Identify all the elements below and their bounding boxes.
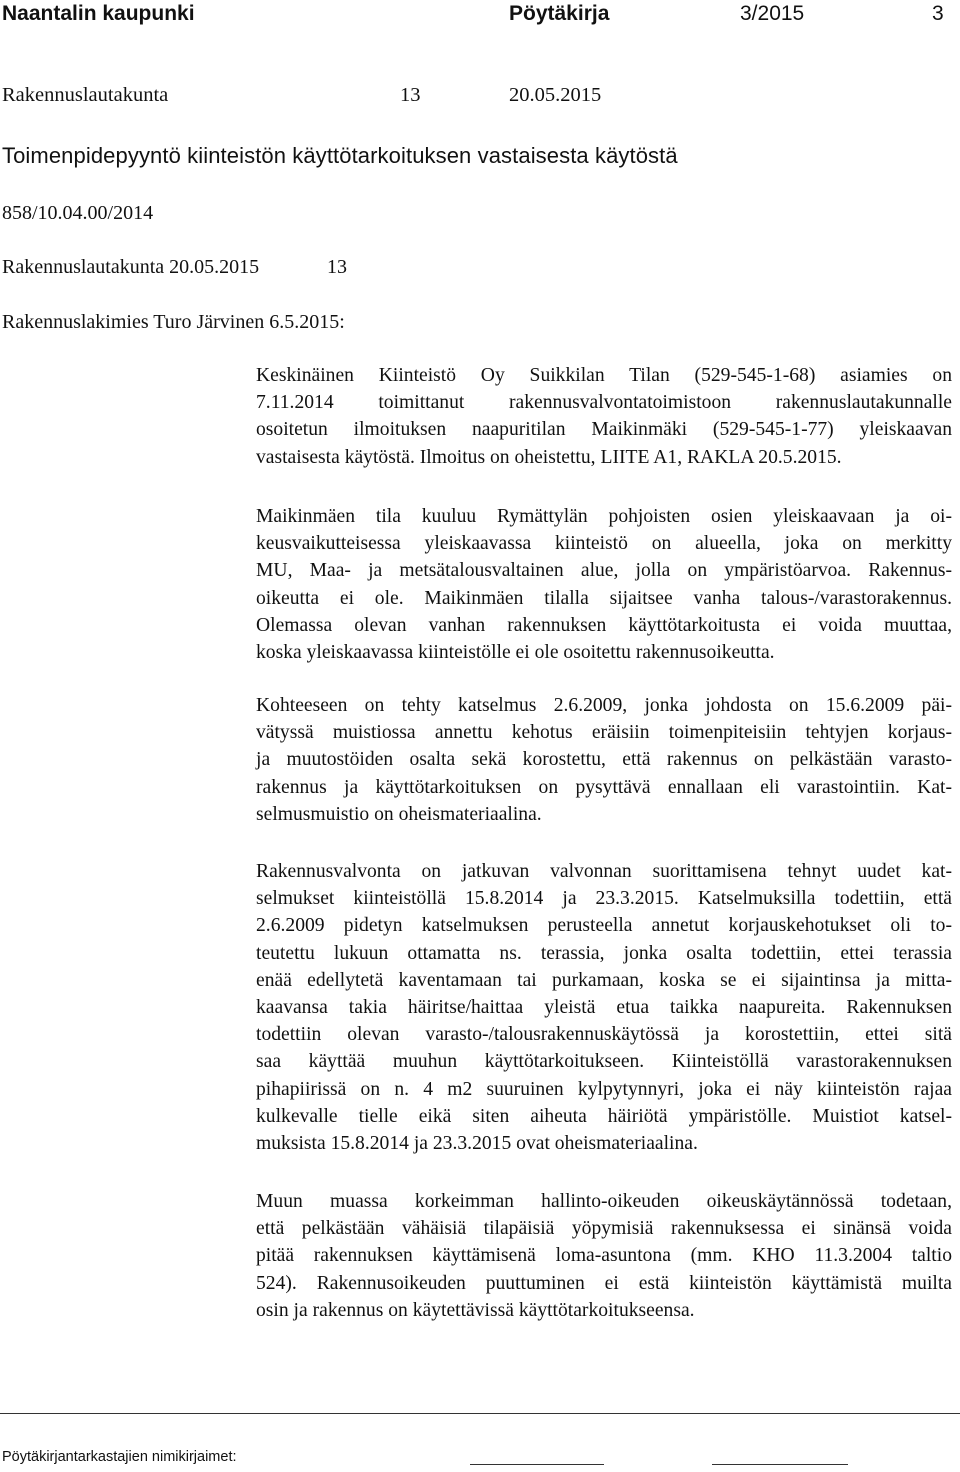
item-reference: 858/10.04.00/2014 bbox=[2, 202, 154, 224]
item-title: Toimenpidepyyntö kiinteistön käyttötarkoituksen vastaisesta käytöstä bbox=[2, 143, 678, 168]
paragraph-line: osin ja rakennus on käytettävissä käyttötarkoitukseensa. bbox=[256, 1299, 695, 1321]
paragraph-5 bbox=[256, 1188, 952, 1324]
paragraph-line: vätyssä muistiossa annettu kehotus eräisiin toimenpiteisiin tehtyjen korjaus- bbox=[256, 722, 952, 744]
paragraph-line: keusvaikutteisessa yleiskaavassa kiinteistö on alueella, joka on merkitty bbox=[256, 533, 952, 555]
paragraph-line: selmukset kiinteistöllä 15.8.2014 ja 23.3.2015. Katselmuksilla todettiin, että bbox=[256, 888, 952, 910]
history-section: 13 bbox=[327, 256, 347, 278]
paragraph-line: 524). Rakennusoikeuden puuttuminen ei estä kiinteistön käyttämistä muilta bbox=[256, 1272, 952, 1294]
paragraph-line: teutettu lukuun ottamatta ns. terassia, jonka osalta todettiin, ettei terassia bbox=[256, 942, 952, 964]
meeting-section: 13 bbox=[400, 84, 421, 106]
paragraph-line: Kohteeseen on tehty katselmus 2.6.2009, jonka johdosta on 15.6.2009 päi- bbox=[256, 695, 952, 716]
paragraph-line: 7.11.2014 toimittanut rakennusvalvontatoimistoon rakennuslautakunnalle bbox=[256, 392, 952, 414]
document-number: 3/2015 bbox=[740, 2, 805, 25]
paragraph-line: ja muutostöiden osalta sekä korostettu, että rakennus on pelkästään varasto- bbox=[256, 749, 952, 771]
history-committee: Rakennuslautakunta 20.05.2015 bbox=[2, 256, 260, 278]
footer-divider bbox=[0, 1413, 960, 1414]
paragraph-line: oikeutta ei ole. Maikinmäen tilalla sijaitsee vanha talous-/varastorakennus. bbox=[256, 587, 952, 609]
page-number: 3 bbox=[932, 2, 944, 25]
paragraph-line: kaavansa takia häiritse/haittaa yleistä etua taikka naapureita. Rakennuksen bbox=[256, 997, 952, 1019]
paragraph-line: Maikinmäen tila kuuluu Rymättylän pohjoisten osien yleiskaavaan ja oi- bbox=[256, 506, 952, 527]
paragraph-2 bbox=[256, 503, 952, 666]
paragraph-line: saa käyttää muuhun käyttötarkoitukseen. Kiinteistöllä varastorakennuksen bbox=[256, 1051, 952, 1073]
paragraph-line: osoitetun ilmoituksen naapuritilan Maikinmäki (529-545-1-77) yleiskaavan bbox=[256, 419, 952, 441]
paragraph-line: kulkevalle tielle eikä siten aiheuta häiriötä ympäristölle. Muistiot katsel- bbox=[256, 1105, 952, 1127]
paragraph-line: että pelkästään vähäisiä tilapäisiä yöpymisiä rakennuksessa ei sinänsä voida bbox=[256, 1218, 952, 1240]
paragraph-line: pitää rakennuksen käyttämisenä loma-asuntona (mm. KHO 11.3.2004 taltio bbox=[256, 1245, 952, 1267]
paragraph-line: 2.6.2009 pidetyn katselmuksen perusteella annetut korjauskehotukset oli to- bbox=[256, 915, 952, 937]
paragraph-line: Keskinäinen Kiinteistö Oy Suikkilan Tilan (529-545-1-68) asiamies on bbox=[256, 365, 952, 386]
signature-line-2 bbox=[712, 1464, 848, 1465]
paragraph-line: rakennus ja käyttötarkoituksen on pysyttävä ennallaan eli varastointiin. Kat- bbox=[256, 776, 952, 798]
paragraph-line: Rakennusvalvonta on jatkuvan valvonnan suorittamisena tehnyt uudet kat- bbox=[256, 861, 952, 882]
paragraph-3 bbox=[256, 692, 952, 828]
paragraph-4 bbox=[256, 858, 952, 1157]
paragraph-line: selmusmuistio on oheismateriaalina. bbox=[256, 803, 542, 825]
paragraph-line: pihapiirissä on n. 4 m2 suuruinen kylpytynnyri, joka ei näy kiinteistön rajaa bbox=[256, 1078, 952, 1100]
document-type: Pöytäkirja bbox=[509, 2, 610, 25]
paragraph-line: Olemassa olevan vanhan rakennuksen käyttötarkoitusta ei voida muuttaa, bbox=[256, 614, 952, 636]
paragraph-line: vastaisesta käytöstä. Ilmoitus on oheistettu, LIITE A1, RAKLA 20.5.2015. bbox=[256, 446, 842, 468]
paragraph-line: Muun muassa korkeimman hallinto-oikeuden oikeuskäytännössä todetaan, bbox=[256, 1191, 952, 1212]
paragraph-line: todettiin olevan varasto-/talousrakennuskäytössä ja korostettiin, ettei sitä bbox=[256, 1024, 952, 1046]
presenter-line: Rakennuslakimies Turo Järvinen 6.5.2015: bbox=[2, 311, 345, 333]
paragraph-line: enää edellytetä kaventamaan tai purkamaan, koska se ei sijaintinsa ja mitta- bbox=[256, 969, 952, 991]
paragraph-line: koska yleiskaavassa kiinteistölle ei ole osoitettu rakennusoikeutta. bbox=[256, 642, 775, 664]
signature-line-1 bbox=[470, 1464, 604, 1465]
meeting-date: 20.05.2015 bbox=[509, 84, 602, 106]
signatures-label: Pöytäkirjantarkastajien nimikirjaimet: bbox=[2, 1449, 237, 1465]
paragraph-1 bbox=[256, 362, 952, 471]
paragraph-line: muksista 15.8.2014 ja 23.3.2015 ovat oheismateriaalina. bbox=[256, 1133, 698, 1155]
organization-name: Naantalin kaupunki bbox=[2, 2, 195, 25]
meeting-body: Rakennuslautakunta bbox=[2, 84, 169, 106]
paragraph-line: MU, Maa- ja metsätalousvaltainen alue, jolla on ympäristöarvoa. Rakennus- bbox=[256, 560, 952, 582]
